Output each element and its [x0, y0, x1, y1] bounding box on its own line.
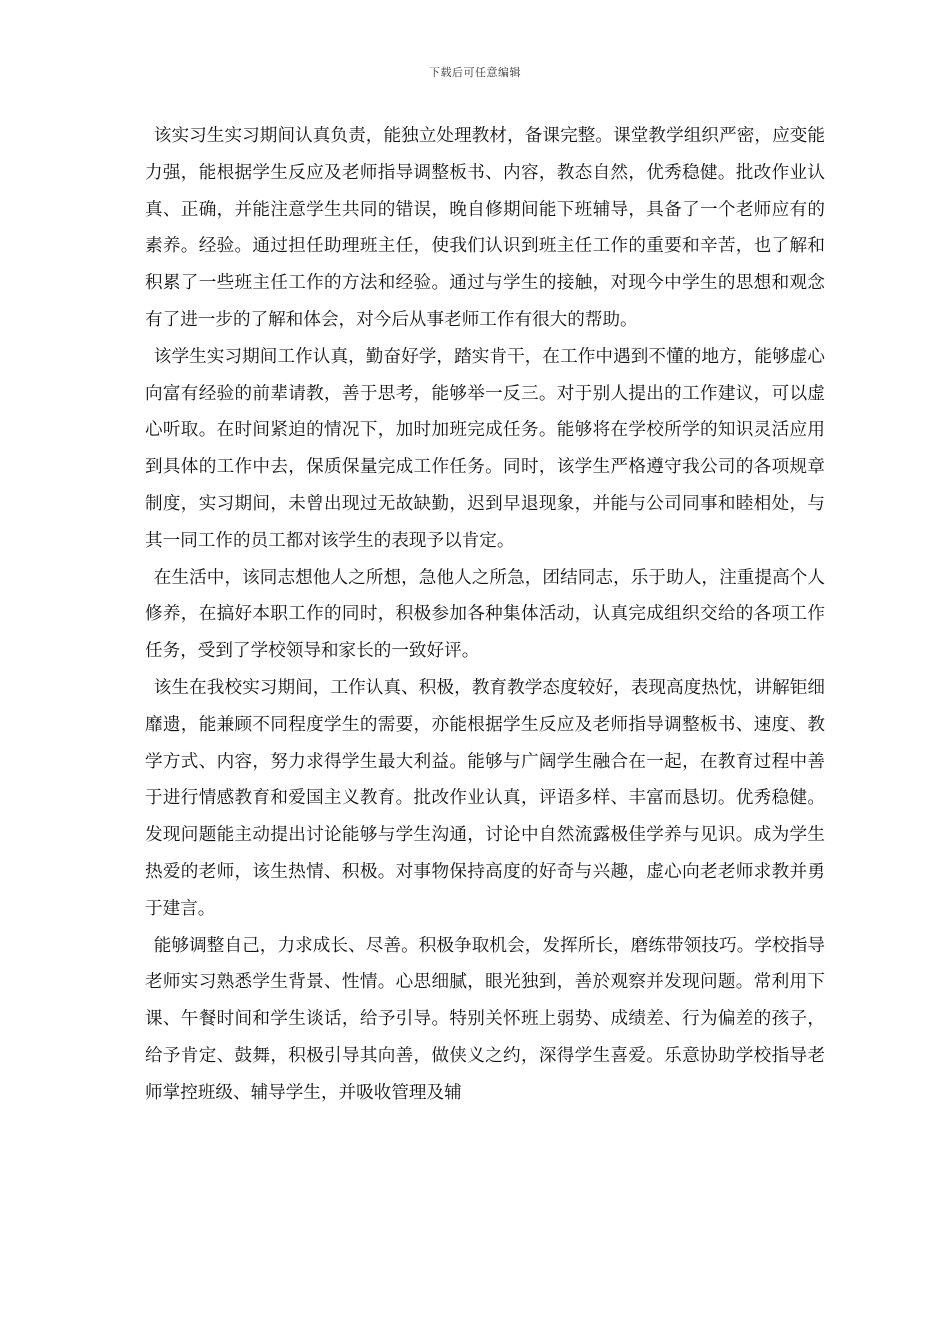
paragraph-4: 该生在我校实习期间，工作认真、积极，教育教学态度较好，表现高度热忱，讲解钜细靡遗，能兼顾不同程度学生的需要，亦能根据学生反应及老师指导调整板书、速度、教学方式、内容，努力求得学生最大利益。能够与广阔学生融合在一起，在教育过程中善于进行情感教育和爱国主义教育。批改作业认真，评语多样、丰富而恳切。优秀稳健。发现问题能主动提出讨论能够与学生沟通，讨论中自然流露极佳学养与见识。成为学生热爱的老师，该生热情、积极。对事物保持高度的好奇与兴趣，虚心向老老师求教并勇于建言。 [145, 677, 825, 919]
paragraph-5: 能够调整自己，力求成长、尽善。积极争取机会，发挥所长，磨练带领技巧。学校指导老师实习熟悉学生背景、性情。心思细腻，眼光独到，善於观察并发现问题。常利用下课、午餐时间和学生谈话，给予引导。特别关怀班上弱势、成绩差、行为偏差的孩子，给予肯定、鼓舞，积极引导其向善，做侠义之约，深得学生喜爱。乐意协助学校指导老师掌控班级、辅导学生，并吸收管理及辅 [145, 935, 825, 1103]
document-body [145, 118, 825, 1112]
page-header: 下载后可任意编辑 [429, 66, 521, 79]
paragraph-2: 该学生实习期间工作认真，勤奋好学，踏实肯干，在工作中遇到不懂的地方，能够虚心向富有经验的前辈请教，善于思考，能够举一反三。对于别人提出的工作建议，可以虚心听取。在时间紧迫的情况下，加时加班完成任务。能够将在学校所学的知识灵活应用到具体的工作中去，保质保量完成工作任务。同时，该学生严格遵守我公司的各项规章制度，实习期间，未曾出现过无故缺勤，迟到早退现象，并能与公司同事和睦相处，与其一同工作的员工都对该学生的表现予以肯定。 [145, 346, 825, 551]
paragraph-1: 该实习生实习期间认真负责，能独立处理教材，备课完整。课堂教学组织严密，应变能力强，能根据学生反应及老师指导调整板书、内容，教态自然，优秀稳健。批改作业认真、正确，并能注意学生共同的错误，晚自修期间能下班辅导，具备了一个老师应有的素养。经验。通过担任助理班主任，使我们认识到班主任工作的重要和辛苦，也了解和积累了一些班主任工作的方法和经验。通过与学生的接触，对现今中学生的思想和观念有了进一步的了解和体会，对今后从事老师工作有很大的帮助。 [145, 126, 825, 330]
paragraph-3: 在生活中，该同志想他人之所想，急他人之所急，团结同志，乐于助人，注重提高个人修养，在搞好本职工作的同时，积极参加各种集体活动，认真完成组织交给的各项工作任务，受到了学校领导和家长的一致好评。 [145, 567, 825, 662]
